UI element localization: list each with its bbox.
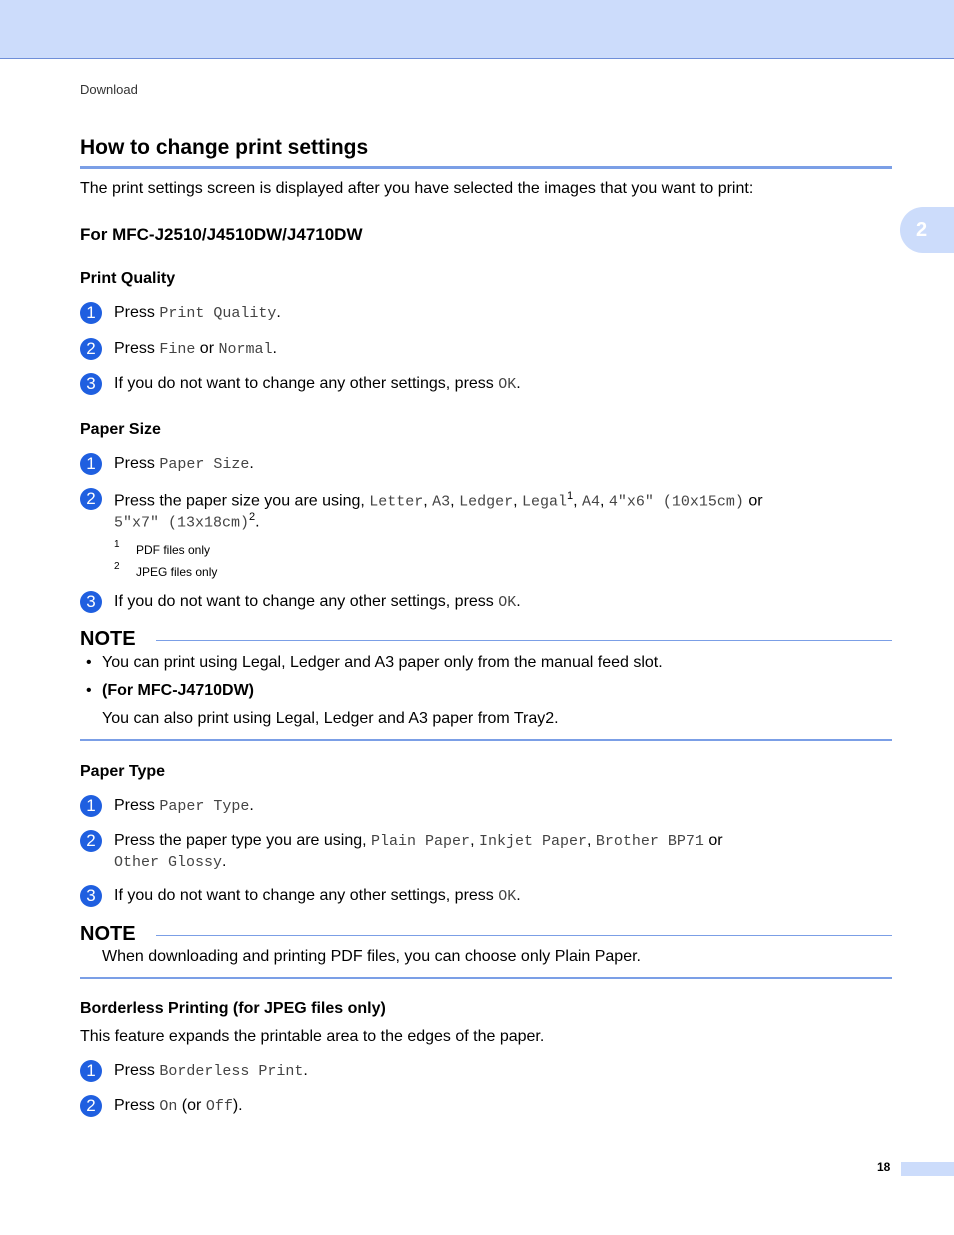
intro-text: The print settings screen is displayed after you have selected the images that you want to print: — [80, 180, 754, 197]
model-heading: For MFC-J2510/J4510DW/J4710DW — [80, 225, 363, 244]
menu-option: A3 — [432, 493, 451, 511]
step-number: 3 — [80, 885, 102, 907]
menu-option: Letter — [369, 493, 424, 511]
menu-option: OK — [498, 594, 517, 611]
menu-option: Brother BP71 — [595, 833, 704, 850]
menu-option: Print Quality — [159, 305, 277, 322]
menu-option: 5"x7" (13x18cm) — [114, 514, 250, 532]
borderless-intro: This feature expands the printable area to the edges of the paper. — [80, 1028, 545, 1045]
menu-option: Ledger — [459, 493, 514, 511]
menu-option: Legal — [521, 493, 567, 511]
step-number: 3 — [80, 373, 102, 395]
menu-option: Fine — [159, 341, 196, 358]
menu-option: Plain Paper — [371, 833, 471, 850]
borderless-heading: Borderless Printing (for JPEG files only) — [80, 1000, 386, 1017]
menu-option: Paper Size — [159, 456, 250, 473]
menu-option: Borderless Print — [159, 1063, 304, 1080]
header-band — [0, 0, 954, 59]
footnote-ref: 1 — [566, 490, 574, 502]
note-end-rule — [80, 977, 892, 979]
chapter-tab: 2 — [900, 207, 954, 253]
print-quality-heading: Print Quality — [80, 270, 176, 287]
step-number: 2 — [80, 830, 102, 852]
title-rule — [80, 166, 892, 169]
step-number: 2 — [80, 338, 102, 360]
step-number: 1 — [80, 453, 102, 475]
menu-option: A4 — [582, 493, 601, 511]
menu-option: Normal — [218, 341, 273, 358]
note-text: When downloading and printing PDF files, you can choose only Plain Paper. — [102, 948, 641, 965]
menu-option: Inkjet Paper — [478, 833, 587, 850]
step-number: 2 — [80, 488, 102, 510]
paper-size-heading: Paper Size — [80, 421, 161, 438]
page-number-bar — [901, 1162, 954, 1176]
menu-option: Other Glossy — [114, 854, 223, 871]
step-number: 1 — [80, 302, 102, 324]
note-rule — [156, 935, 892, 936]
paper-type-heading: Paper Type — [80, 763, 166, 780]
menu-option: 4"x6" (10x15cm) — [608, 493, 744, 511]
step-number: 1 — [80, 1060, 102, 1082]
note-title: NOTE — [80, 923, 136, 945]
menu-option: Off — [205, 1098, 233, 1115]
menu-option: OK — [498, 888, 517, 905]
note-rule — [156, 640, 892, 641]
note-subtext: You can also print using Legal, Ledger and A3 paper from Tray2. — [102, 710, 559, 727]
page-title: How to change print settings — [80, 136, 369, 159]
menu-option: OK — [498, 376, 517, 393]
running-title: Download — [80, 82, 138, 97]
step-number: 2 — [80, 1095, 102, 1117]
footnote-ref: 2 — [249, 511, 256, 523]
step-number: 1 — [80, 795, 102, 817]
menu-option: Paper Type — [159, 798, 250, 815]
note-title: NOTE — [80, 628, 136, 650]
note-end-rule — [80, 739, 892, 741]
page-number: 18 — [877, 1160, 891, 1174]
step-number: 3 — [80, 591, 102, 613]
menu-option: On — [159, 1098, 178, 1115]
